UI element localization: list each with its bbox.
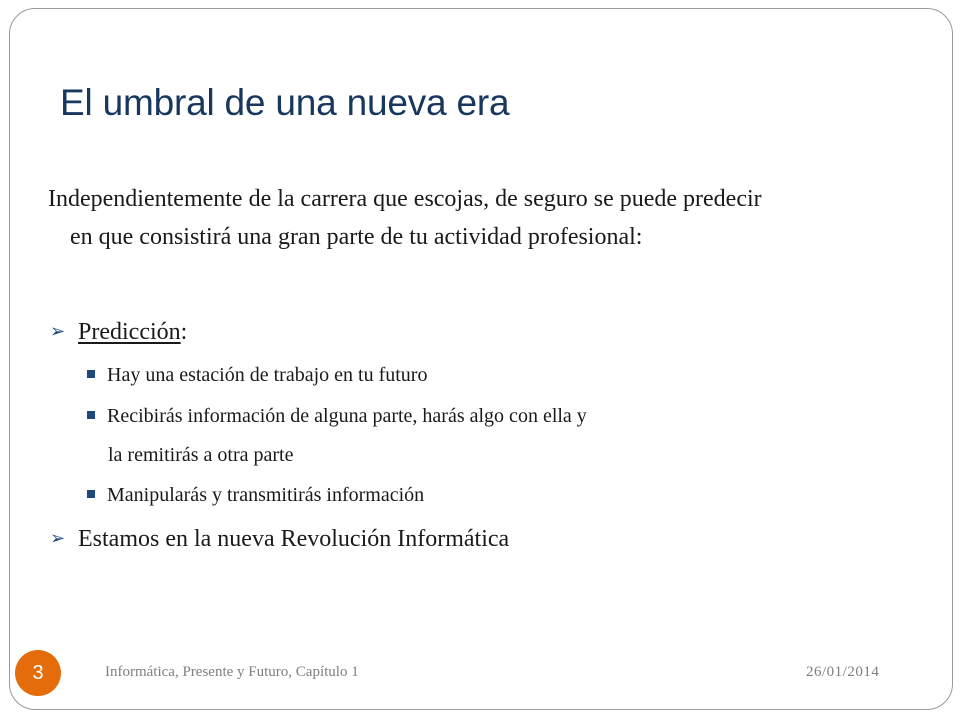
arrowhead-bullet-icon: ➢ (50, 528, 66, 549)
subitem-continuation: la remitirás a otra parte (108, 444, 294, 466)
bullet-prediccion (50, 314, 187, 350)
intro-paragraph (48, 180, 928, 256)
square-bullet-icon (87, 370, 95, 378)
subitem-text: Hay una estación de trabajo en tu futuro (107, 364, 428, 386)
subitem-text: Recibirás información de alguna parte, harás algo con ella y (107, 405, 587, 427)
subitem-manipularas (87, 480, 424, 510)
subitem-recibiras (87, 401, 587, 431)
square-bullet-icon (87, 411, 95, 419)
bullet-colon: : (180, 319, 188, 345)
bullet-label: Predicción (78, 319, 181, 345)
subitem-estacion (87, 360, 427, 390)
page-number-badge: 3 (15, 650, 61, 696)
footer-date: 26/01/2014 (806, 664, 880, 680)
bullet-label: Estamos en la nueva Revolución Informática (78, 526, 510, 552)
intro-line-2: en que consistirá una gran parte de tu actividad profesional: (70, 224, 643, 250)
intro-line-1: Independientemente de la carrera que escojas, de seguro se puede predecir (48, 186, 762, 212)
footer-subtitle: Informática, Presente y Futuro, Capítulo 1 (105, 664, 359, 680)
slide-title: El umbral de una nueva era (60, 82, 510, 123)
arrowhead-bullet-icon: ➢ (50, 321, 66, 342)
bullet-revolucion (50, 521, 509, 557)
square-bullet-icon (87, 490, 95, 498)
subitem-text: Manipularás y transmitirás información (107, 484, 425, 506)
